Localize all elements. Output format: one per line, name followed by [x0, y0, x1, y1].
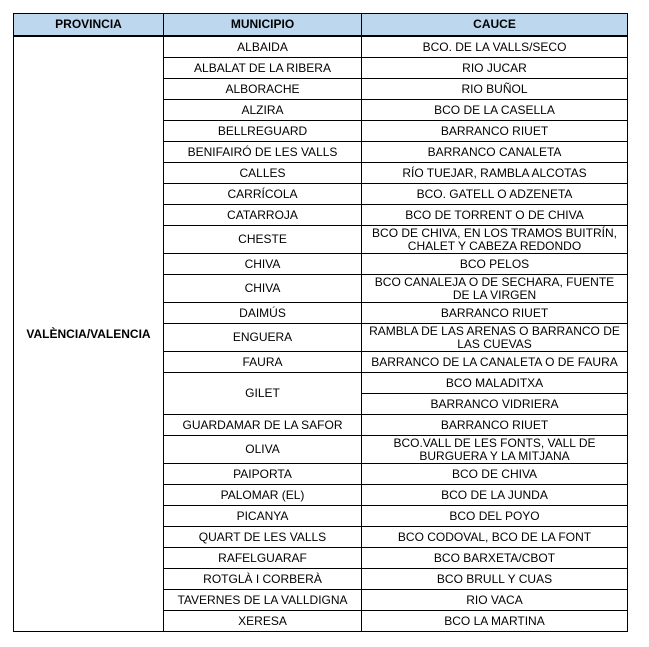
- municipio-cell: BELLREGUARD: [164, 121, 362, 142]
- municipio-cell: CARRÍCOLA: [164, 184, 362, 205]
- cauce-cell: BCO PELOS: [362, 254, 628, 275]
- cauce-cell: BARRANCO RIUET: [362, 415, 628, 436]
- cauce-cell: BCO. DE LA VALLS/SECO: [362, 36, 628, 58]
- municipio-cell: CHIVA: [164, 275, 362, 303]
- municipio-cell: RAFELGUARAF: [164, 548, 362, 569]
- cauce-cell: BARRANCO CANALETA: [362, 142, 628, 163]
- cauce-cell: BCO DE LA JUNDA: [362, 485, 628, 506]
- table-row: [14, 36, 628, 58]
- header-row: [14, 14, 628, 37]
- header-cauce: CAUCE: [362, 14, 628, 37]
- municipio-cell: CHESTE: [164, 226, 362, 254]
- municipio-cell: ENGUERA: [164, 324, 362, 352]
- cauce-cell: BARRANCO VIDRIERA: [362, 394, 628, 415]
- cauce-cell: RAMBLA DE LAS ARENAS O BARRANCO DE LAS CUEVAS: [362, 324, 628, 352]
- municipio-cell: CHIVA: [164, 254, 362, 275]
- municipio-cell: GUARDAMAR DE LA SAFOR: [164, 415, 362, 436]
- cauce-cell: BCO BRULL Y CUAS: [362, 569, 628, 590]
- cauce-cell: BCO DE TORRENT O DE CHIVA: [362, 205, 628, 226]
- cauce-cell: BCO.VALL DE LES FONTS, VALL DE BURGUERA Y LA MITJANA: [362, 436, 628, 464]
- municipio-cell: PALOMAR (EL): [164, 485, 362, 506]
- cauce-cell: RIO JUCAR: [362, 58, 628, 79]
- municipio-cell: ROTGLÀ I CORBERÀ: [164, 569, 362, 590]
- municipio-cell: PAIPORTA: [164, 464, 362, 485]
- cauce-cell: BCO DE LA CASELLA: [362, 100, 628, 121]
- municipio-cell: TAVERNES DE LA VALLDIGNA: [164, 590, 362, 611]
- cauce-cell: BARRANCO DE LA CANALETA O DE FAURA: [362, 352, 628, 373]
- cauce-cell: RIO VACA: [362, 590, 628, 611]
- cauce-cell: BARRANCO RIUET: [362, 303, 628, 324]
- municipio-cell: OLIVA: [164, 436, 362, 464]
- cauce-cell: BCO BARXETA/CBOT: [362, 548, 628, 569]
- provincia-cell: VALÈNCIA/VALENCIA: [14, 36, 164, 632]
- municipio-cell: GILET: [164, 373, 362, 415]
- cauce-cell: BCO CANALEJA O DE SECHARA, FUENTE DE LA VIRGEN: [362, 275, 628, 303]
- cauce-cell: RIO BUÑOL: [362, 79, 628, 100]
- municipio-cell: BENIFAIRÓ DE LES VALLS: [164, 142, 362, 163]
- municipio-cell: ALBAIDA: [164, 36, 362, 58]
- municipio-cell: ALBALAT DE LA RIBERA: [164, 58, 362, 79]
- cauce-cell: BCO. GATELL O ADZENETA: [362, 184, 628, 205]
- municipio-cell: DAIMÚS: [164, 303, 362, 324]
- municipio-cell: XERESA: [164, 611, 362, 632]
- cauce-cell: RÍO TUEJAR, RAMBLA ALCOTAS: [362, 163, 628, 184]
- cauces-table: [13, 13, 628, 632]
- cauce-cell: BCO LA MARTINA: [362, 611, 628, 632]
- municipio-cell: CATARROJA: [164, 205, 362, 226]
- cauce-cell: BCO MALADITXA: [362, 373, 628, 394]
- municipio-cell: ALZIRA: [164, 100, 362, 121]
- municipio-cell: CALLES: [164, 163, 362, 184]
- header-municipio: MUNICIPIO: [164, 14, 362, 37]
- table-body: [14, 36, 628, 632]
- municipio-cell: ALBORACHE: [164, 79, 362, 100]
- municipio-cell: QUART DE LES VALLS: [164, 527, 362, 548]
- header-provincia: PROVINCIA: [14, 14, 164, 37]
- cauce-cell: BCO DE CHIVA, EN LOS TRAMOS BUITRÍN, CHALET Y CABEZA REDONDO: [362, 226, 628, 254]
- municipio-cell: FAURA: [164, 352, 362, 373]
- cauce-cell: BARRANCO RIUET: [362, 121, 628, 142]
- municipio-cell: PICANYA: [164, 506, 362, 527]
- cauce-cell: BCO DEL POYO: [362, 506, 628, 527]
- cauce-cell: BCO CODOVAL, BCO DE LA FONT: [362, 527, 628, 548]
- cauce-cell: BCO DE CHIVA: [362, 464, 628, 485]
